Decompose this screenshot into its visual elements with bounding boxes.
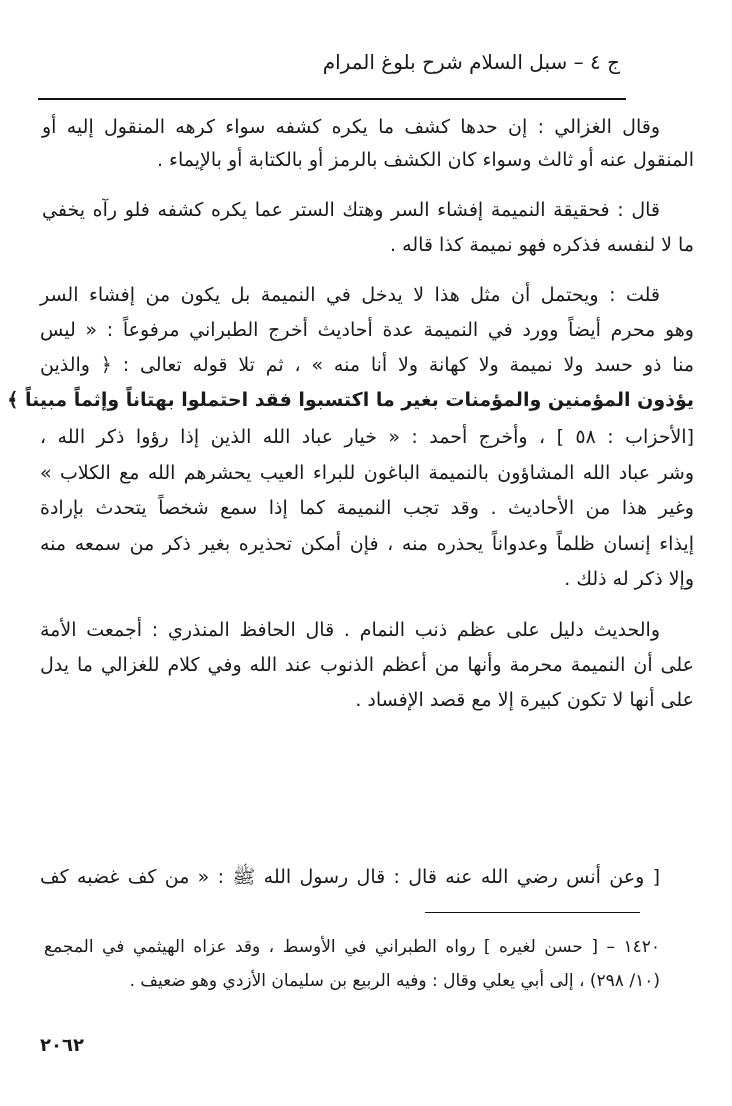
quran-verse-line: يؤذون المؤمنين والمؤمنات بغير ما اكتسبوا فقد احتملوا بهتاناً وإثماً مبيناً ﴾: [7, 389, 694, 411]
body-line: وإلا ذكر له ذلك .: [564, 568, 694, 590]
footnote-line: (١٠/ ٢٩٨) ، إلى أبي يعلي وقال : وفيه الربيع بن سليمان الأزدي وهو ضعيف .: [129, 971, 660, 991]
body-line: المنقول عنه أو ثالث وسواء كان الكشف بالرمز أو بالكتابة أو بالإيماء .: [156, 149, 694, 171]
body-line: [الأحزاب : ٥٨ ] ، وأخرج أحمد : « خيار عباد الله الذين إذا رؤوا ذكر الله ،: [40, 426, 694, 448]
body-line: قلت : ويحتمل أن مثل هذا لا يدخل في النميمة بل يكون من إفشاء السر: [40, 284, 660, 306]
body-line: وشر عباد الله المشاؤون بالنميمة الباغون للبراء العيب يحشرهم الله مع الكلاب »: [40, 462, 694, 484]
running-header: ج ٤ – سبل السلام شرح بلوغ المرام: [322, 50, 620, 74]
body-line: وغير هذا من الأحاديث . وقد تجب النميمة كما إذا سمع شخصاً يتحدث بإرادة: [40, 497, 694, 519]
body-line: والحديث دليل على عظم ذنب النمام . قال الحافظ المنذري : أجمعت الأمة: [40, 619, 660, 641]
body-line: ما لا لنفسه فذكره فهو نميمة كذا قاله .: [390, 234, 694, 256]
footnote-rule: [425, 912, 640, 913]
body-line: على أنها لا تكون كبيرة إلا مع قصد الإفساد .: [355, 689, 694, 711]
body-line: إيذاء إنسان ظلماً وعدواناً يحذره منه ، فإن أمكن تحذيره بغير ذكر من سمعه منه: [40, 533, 694, 555]
body-line: قال : فحقيقة النميمة إفشاء السر وهتك الستر عما يكره كشفه فلو رآه يخفي: [42, 199, 660, 221]
body-line: منا ذو حسد ولا نميمة ولا كهانة ولا أنا منه » ، ثم تلا قوله تعالى : ﴿ والذين: [40, 354, 694, 376]
footnote-line: ١٤٢٠ – [ حسن لغيره ] رواه الطبراني في الأوسط ، وقد عزاه الهيثمي في المجمع: [44, 937, 660, 957]
body-line: [ وعن أنس رضي الله عنه قال : قال رسول الله ﷺ : « من كف غضبه كف: [40, 866, 660, 888]
body-line: على أن النميمة محرمة وأنها من أعظم الذنوب عند الله وفي كلام للغزالي ما يدل: [40, 654, 694, 676]
body-line: وهو محرم أيضاً وورد في النميمة عدة أحاديث أخرج الطبراني مرفوعاً : « ليس: [40, 319, 694, 341]
header-rule: [38, 98, 626, 100]
page-number: ٢٠٦٢: [40, 1035, 84, 1056]
body-line: وقال الغزالي : إن حدها كشف ما يكره كشفه سواء كرهه المنقول إليه أو: [42, 116, 660, 138]
